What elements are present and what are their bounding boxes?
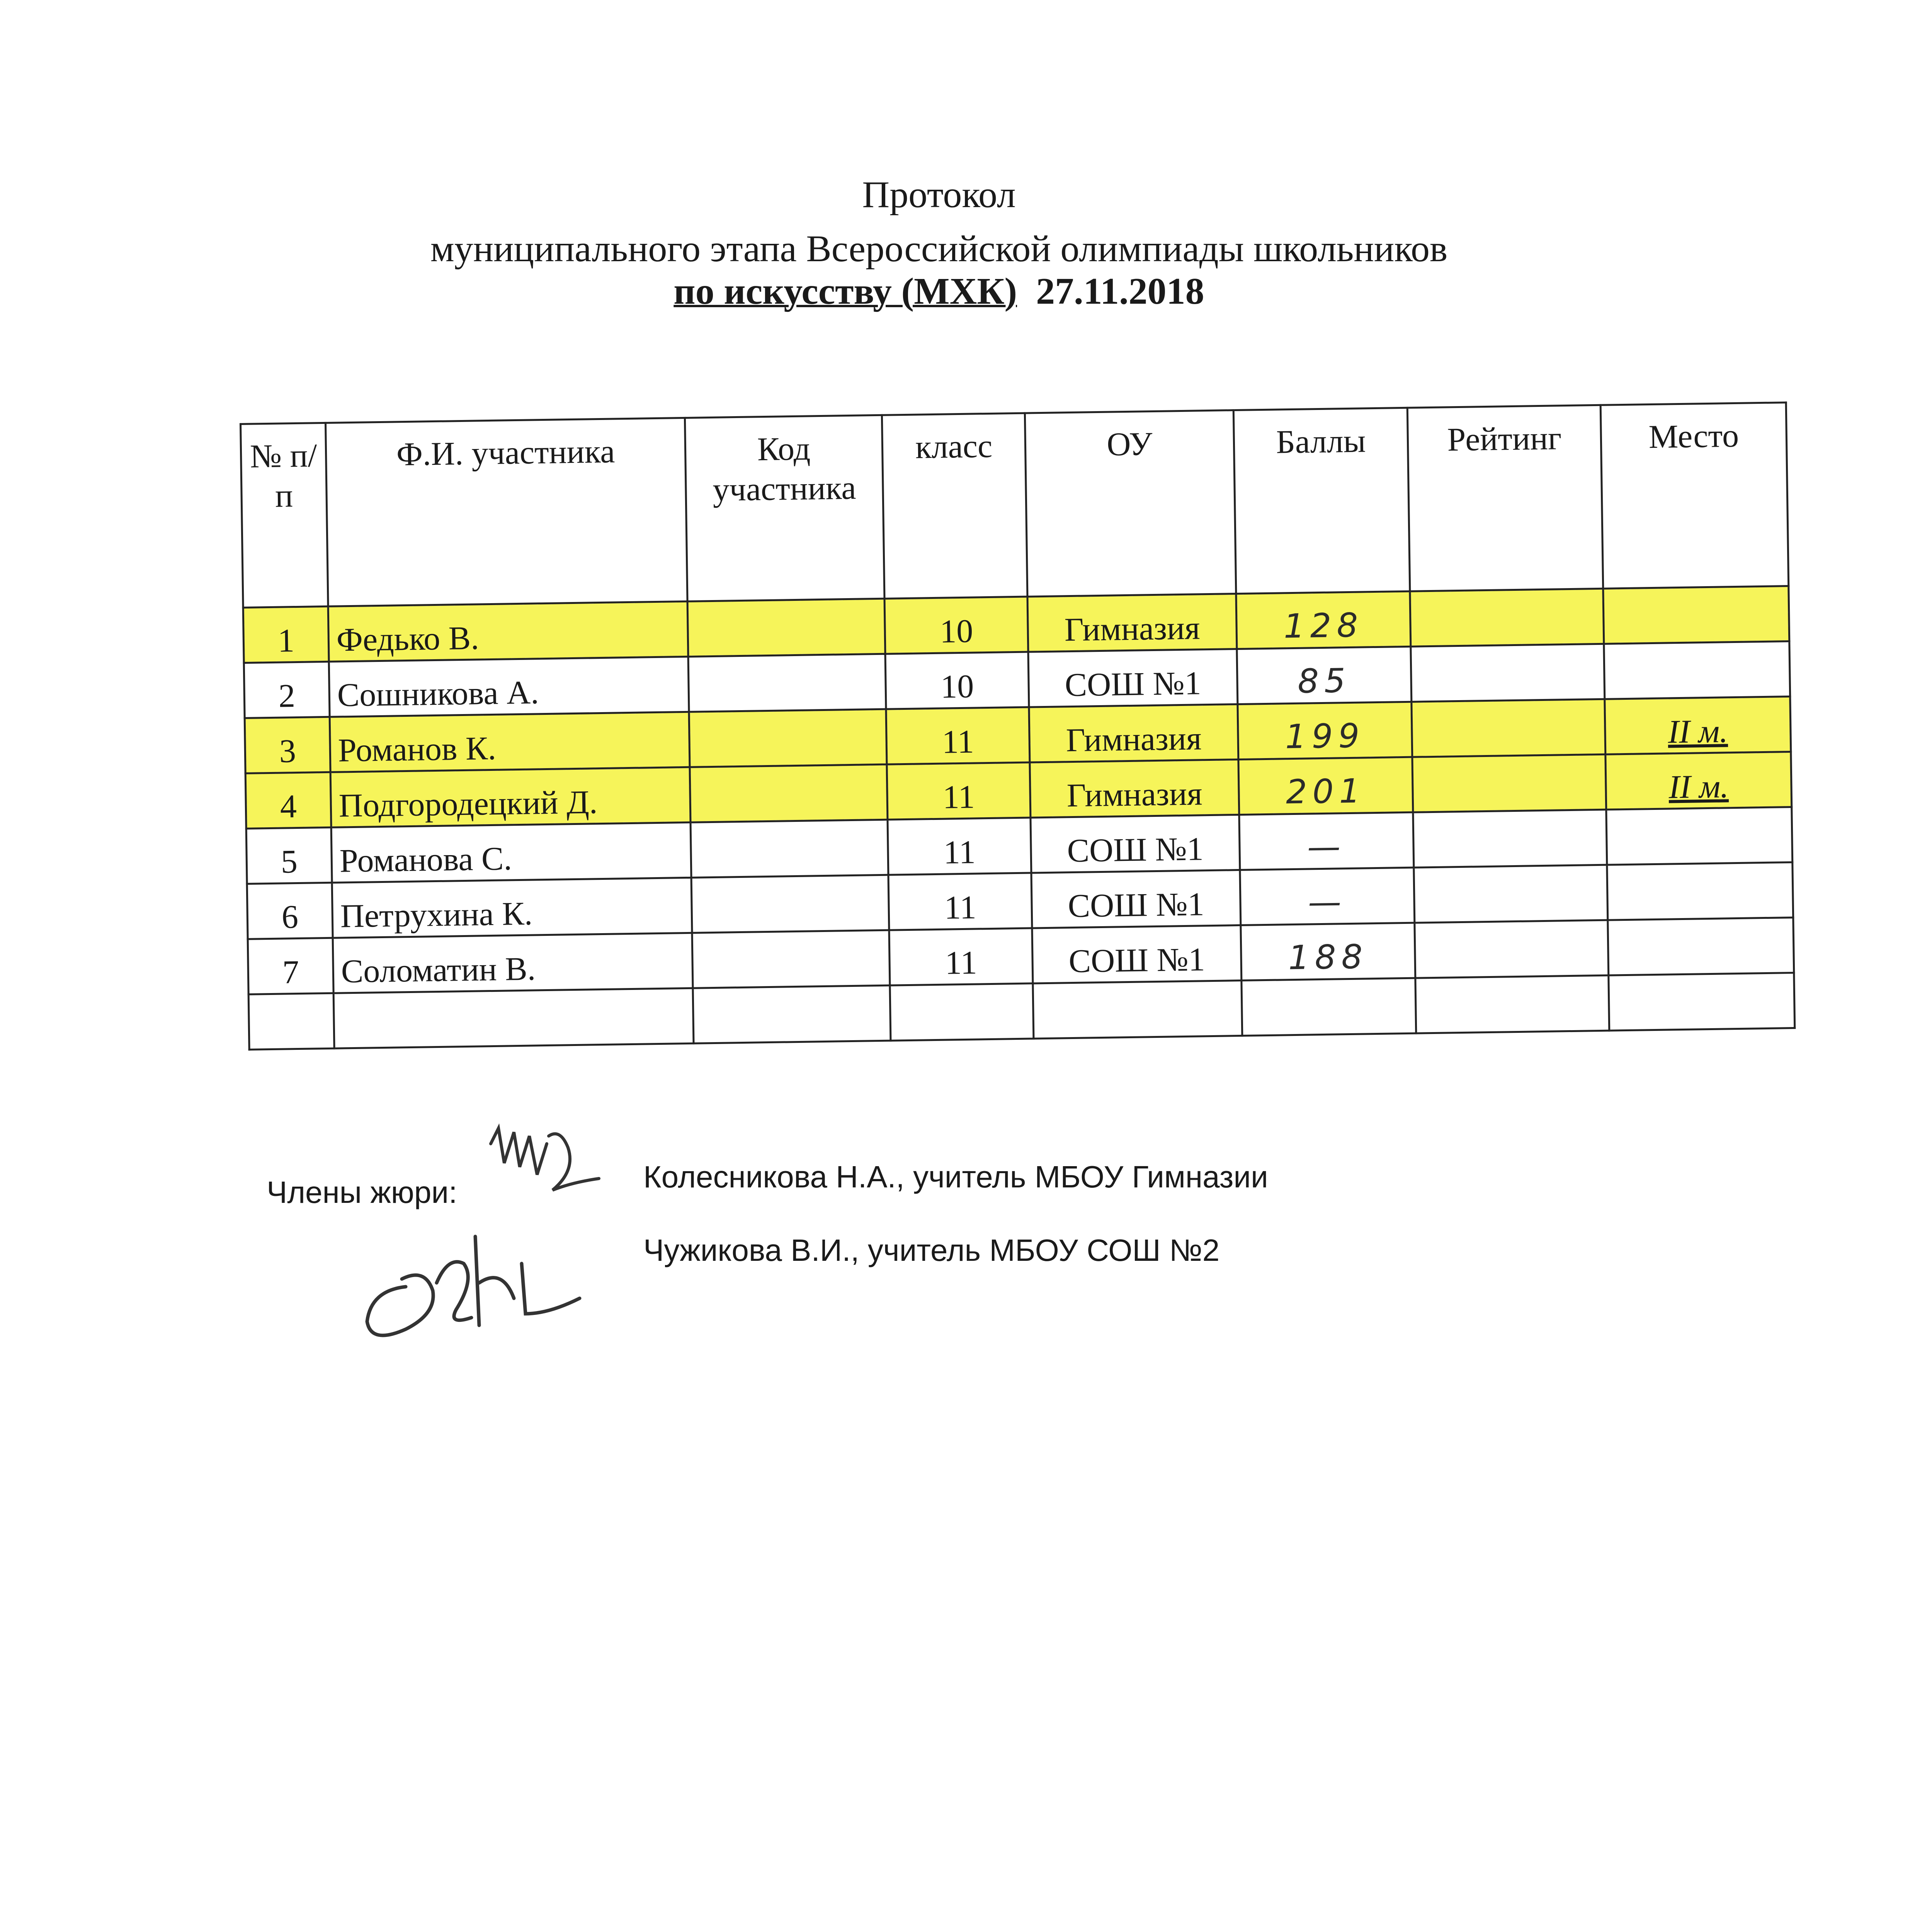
jury-member-1: Колесникова Н.А., учитель МБОУ Гимназии — [643, 1160, 1268, 1194]
col-header-code: Код участника — [685, 415, 884, 601]
cell-empty — [890, 983, 1034, 1041]
cell-participant-code — [692, 930, 890, 988]
cell-participant-code — [690, 764, 888, 822]
cell-school: Гимназия — [1027, 594, 1237, 652]
cell-empty — [1415, 975, 1609, 1033]
cell-score: 199 — [1238, 702, 1412, 759]
cell-participant-name: Романов К. — [330, 712, 690, 772]
cell-participant-name: Петрухина К. — [332, 878, 692, 938]
cell-school: Гимназия — [1030, 759, 1239, 818]
cell-rating — [1413, 810, 1607, 867]
cell-rating — [1412, 699, 1605, 757]
cell-place — [1604, 641, 1790, 699]
cell-participant-name: Сошникова А. — [329, 656, 689, 717]
cell-place: II м. — [1605, 697, 1791, 755]
col-header-grade: класс — [882, 413, 1027, 599]
cell-grade: 11 — [888, 818, 1031, 875]
cell-rating — [1411, 644, 1605, 702]
cell-school: СОШ №1 — [1028, 649, 1238, 707]
cell-grade: 10 — [884, 597, 1028, 654]
cell-rating — [1415, 920, 1609, 978]
cell-score: 128 — [1236, 591, 1411, 649]
cell-participant-name: Подгородецкий Д. — [330, 767, 690, 827]
results-table — [240, 401, 1796, 1051]
cell-score: 188 — [1241, 923, 1415, 980]
cell-place — [1607, 862, 1793, 920]
cell-row-number: 2 — [244, 662, 330, 718]
cell-row-number: 3 — [245, 717, 330, 773]
cell-row-number: 4 — [245, 772, 331, 828]
subject: по искусству (МХК) — [673, 270, 1017, 312]
cell-place: II м. — [1605, 752, 1792, 810]
cell-score: 201 — [1238, 757, 1413, 815]
cell-row-number: 7 — [248, 938, 333, 994]
jury-label: Члены жюри: — [267, 1175, 457, 1209]
cell-grade: 11 — [887, 762, 1031, 820]
cell-school: СОШ №1 — [1032, 925, 1242, 983]
cell-participant-code — [688, 654, 886, 712]
cell-participant-code — [689, 709, 887, 767]
cell-grade: 10 — [885, 652, 1029, 709]
cell-empty — [333, 988, 694, 1048]
cell-participant-code — [690, 820, 888, 878]
cell-rating — [1412, 754, 1606, 812]
cell-empty — [248, 993, 334, 1049]
cell-empty — [693, 985, 891, 1043]
jury-signature-2 — [348, 1198, 611, 1352]
col-header-number: № п/п — [241, 423, 328, 607]
cell-rating — [1414, 865, 1608, 923]
cell-participant-name: Романова С. — [331, 822, 691, 883]
cell-score: 85 — [1237, 646, 1412, 704]
cell-score: — — [1240, 867, 1415, 925]
cell-school: СОШ №1 — [1031, 870, 1241, 928]
col-header-name: Ф.И. участника — [326, 418, 688, 606]
cell-participant-name: Соломатин В. — [333, 933, 693, 993]
cell-place — [1603, 586, 1789, 644]
jury-member-2: Чужикова В.И., учитель МБОУ СОШ №2 — [643, 1233, 1220, 1267]
cell-row-number: 5 — [246, 827, 332, 884]
cell-participant-code — [687, 599, 885, 656]
protocol-subject-line — [0, 272, 1924, 310]
cell-participant-name: Федько В. — [328, 601, 688, 662]
cell-empty — [1609, 973, 1795, 1031]
cell-empty — [1242, 978, 1416, 1036]
cell-grade: 11 — [886, 707, 1030, 764]
cell-participant-code — [691, 875, 889, 933]
protocol-subtitle: муниципального этапа Всероссийской олимпиады школьников — [430, 228, 1448, 270]
cell-score: — — [1239, 812, 1414, 870]
col-header-rating: Рейтинг — [1407, 405, 1603, 591]
cell-place — [1606, 807, 1793, 865]
table-header-row — [241, 403, 1789, 608]
cell-empty — [1033, 980, 1242, 1039]
cell-row-number: 1 — [243, 606, 329, 663]
cell-grade: 11 — [889, 928, 1033, 985]
cell-rating — [1410, 588, 1604, 646]
cell-place — [1608, 917, 1794, 975]
cell-row-number: 6 — [247, 883, 333, 939]
col-header-place: Место — [1600, 403, 1789, 589]
col-header-school: ОУ — [1025, 410, 1236, 597]
date: 27.11.2018 — [1036, 270, 1204, 312]
cell-school: Гимназия — [1029, 704, 1238, 763]
protocol-title: Протокол — [862, 174, 1016, 216]
col-header-score: Баллы — [1233, 408, 1410, 594]
jury-signature-1 — [483, 1121, 630, 1209]
cell-school: СОШ №1 — [1031, 815, 1240, 873]
cell-grade: 11 — [888, 873, 1032, 930]
